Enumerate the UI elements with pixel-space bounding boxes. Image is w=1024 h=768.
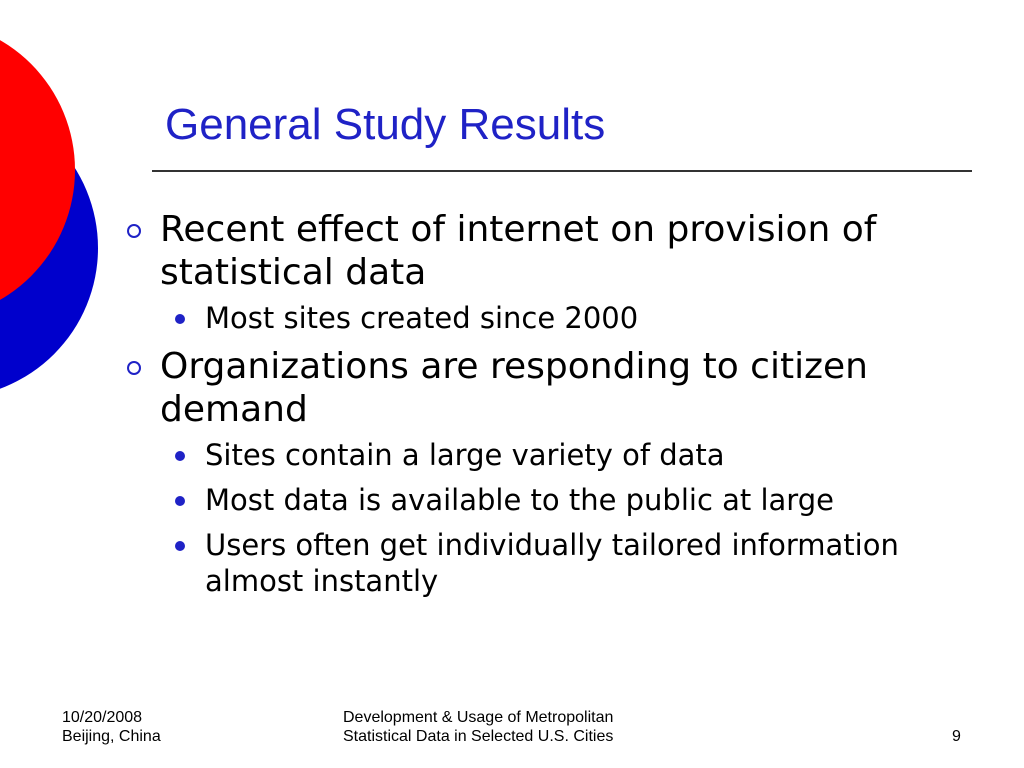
sub-bullet-text: Most sites created since 2000 [205, 301, 639, 335]
sub-bullet-item [118, 437, 968, 473]
bullet-text: Recent effect of internet on provision of statistical data [160, 209, 877, 293]
footer-presentation-title [343, 708, 613, 746]
footer-date: 10/20/2008 [62, 709, 143, 726]
sub-bullet-text: Most data is available to the public at large [205, 483, 834, 517]
slide-title: General Study Results [165, 100, 606, 149]
footer-center-line: Statistical Data in Selected U.S. Cities [343, 728, 614, 745]
bullet-text: Organizations are responding to citizen demand [160, 346, 868, 430]
filled-dot-bullet-icon [175, 496, 185, 506]
sub-bullet-item [118, 527, 968, 599]
filled-dot-bullet-icon [175, 451, 185, 461]
filled-dot-bullet-icon [175, 314, 185, 324]
hollow-circle-bullet-icon [127, 224, 141, 238]
sub-bullet-text: Sites contain a large variety of data [205, 438, 725, 472]
bullet-item [118, 208, 968, 294]
footer-location: Beijing, China [62, 728, 161, 745]
bullet-list [118, 208, 968, 608]
hollow-circle-bullet-icon [127, 361, 141, 375]
sub-bullet-item [118, 300, 968, 336]
filled-dot-bullet-icon [175, 541, 185, 551]
bullet-item [118, 345, 968, 431]
footer-date-location [62, 708, 161, 746]
sub-bullet-item [118, 482, 968, 518]
sub-bullet-text: Users often get individually tailored information almost instantly [205, 528, 899, 598]
title-divider [152, 170, 972, 172]
footer-center-line: Development & Usage of Metropolitan [343, 709, 614, 726]
page-number: 9 [952, 728, 961, 745]
